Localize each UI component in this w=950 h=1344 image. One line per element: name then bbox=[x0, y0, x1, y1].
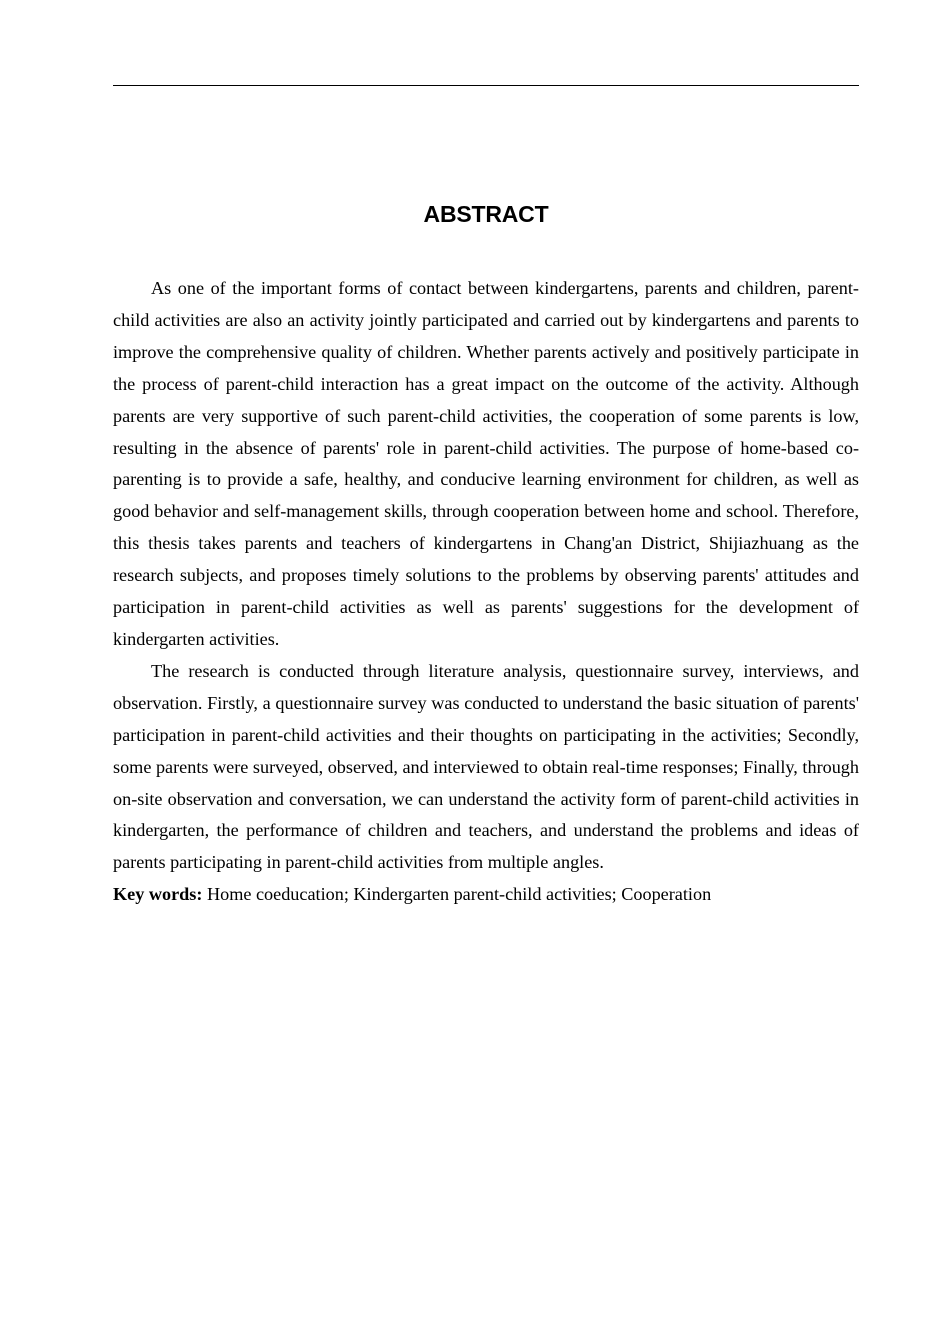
abstract-body bbox=[113, 273, 859, 911]
keywords-line bbox=[113, 879, 859, 911]
keywords-text: Home coeducation; Kindergarten parent-child activities; Cooperation bbox=[202, 884, 712, 905]
keywords-label: Key words: bbox=[113, 884, 203, 905]
header-rule bbox=[113, 85, 859, 86]
abstract-paragraph-2: The research is conducted through literature analysis, questionnaire survey, interviews, and observation. Firstly, a questionnaire survey was conducted to understand the basic situation of parents' participation in parent-child activities and their thoughts on participating in the activities; Secondly, some parents were surveyed, observed, and interviewed to obtain real-time responses; Finally, through on-site observation and conversation, we can understand the activity form of parent-child activities in kindergarten, the performance of children and teachers, and understand the problems and ideas of parents participating in parent-child activities from multiple angles. bbox=[113, 660, 859, 873]
abstract-title: ABSTRACT bbox=[423, 201, 549, 227]
abstract-paragraph-1: As one of the important forms of contact between kindergartens, parents and children, parent-child activities are also an activity jointly participated and carried out by kindergartens and parents to improve the comprehensive quality of children. Whether parents actively and positively participate in the process of parent-child interaction has a great impact on the outcome of the activity. Although parents are very supportive of such parent-child activities, the cooperation of some parents is low, resulting in the absence of parents' role in parent-child activities. The purpose of home-based co-parenting is to provide a safe, healthy, and conducive learning environment for children, as well as good behavior and self-management skills, through cooperation between home and school. Therefore, this thesis takes parents and teachers of kindergartens in Chang'an District, Shijiazhuang as the research subjects, and proposes timely solutions to the problems by observing parents' attitudes and participation in parent-child activities as well as parents' suggestions for the development of kindergarten activities. bbox=[113, 278, 859, 649]
